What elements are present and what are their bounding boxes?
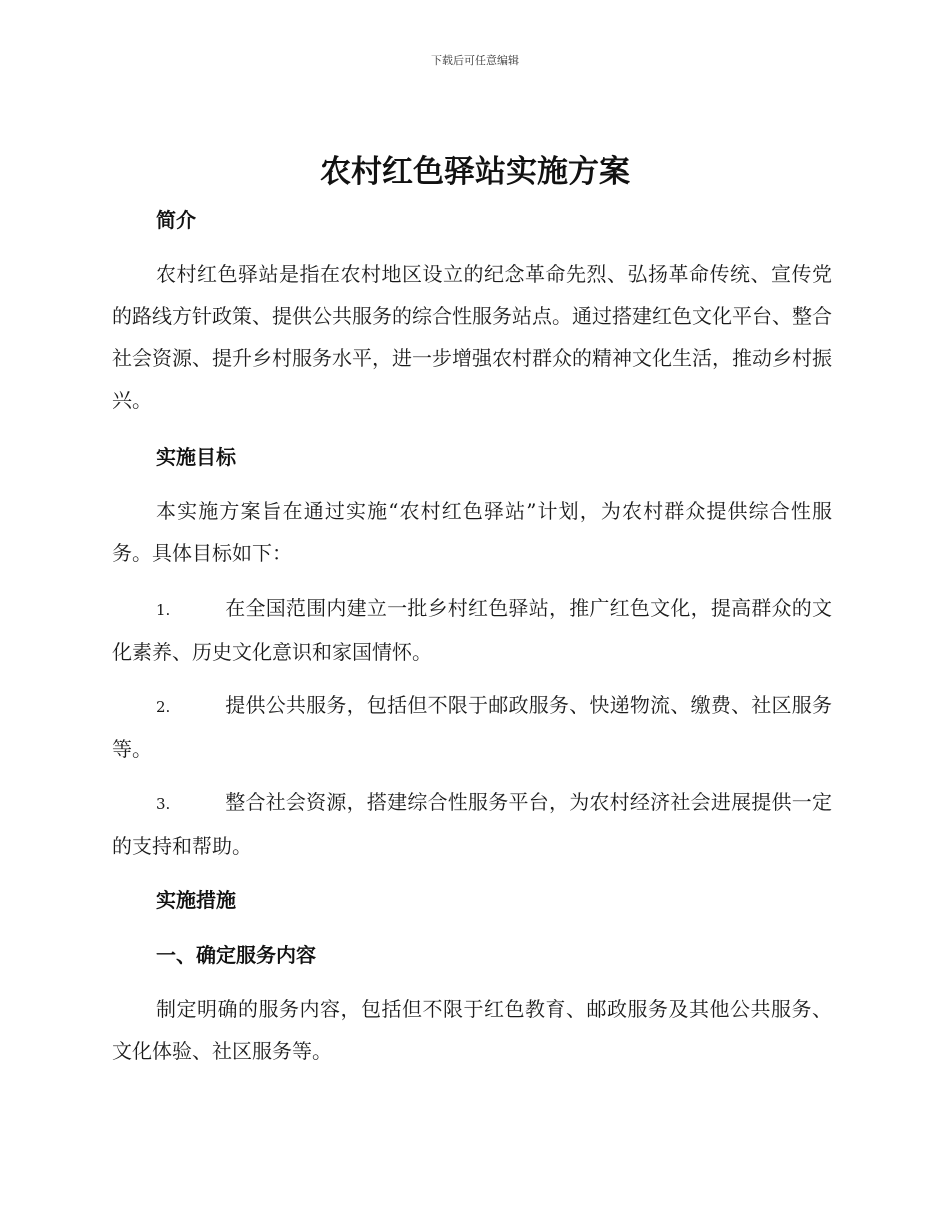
- goal-item-text: 在全国范围内建立一批乡村红色驿站，推广红色文化，提高群众的文化素养、历史文化意识和家国情怀。: [112, 596, 832, 664]
- intro-paragraph: 农村红色驿站是指在农村地区设立的纪念革命先烈、弘扬革命传统、宣传党的路线方针政策、提供公共服务的综合性服务站点。通过搭建红色文化平台、整合社会资源、提升乡村服务水平，进一步增强农村群众的精神文化生活，推动乡村振兴。: [112, 262, 832, 412]
- measure-1-heading: 一、确定服务内容: [156, 943, 316, 967]
- header-note: 下载后可任意编辑: [431, 54, 519, 67]
- goal-item-text: 提供公共服务，包括但不限于邮政服务、快递物流、缴费、社区服务等。: [112, 693, 832, 761]
- goals-paragraph: 本实施方案旨在通过实施“农村红色驿站”计划，为农村群众提供综合性服务。具体目标如下：: [112, 499, 832, 565]
- measures-heading: 实施措施: [156, 888, 236, 912]
- goal-item-number: 3.: [156, 795, 171, 813]
- goal-item-3: [112, 781, 832, 867]
- goal-item-2: [112, 684, 832, 770]
- goals-heading: 实施目标: [156, 445, 236, 469]
- measure-1-paragraph: 制定明确的服务内容，包括但不限于红色教育、邮政服务及其他公共服务、文化体验、社区服务等。: [112, 997, 832, 1063]
- goal-item-number: 2.: [156, 698, 171, 716]
- intro-heading: 简介: [156, 208, 196, 232]
- goal-item-1: [112, 587, 832, 673]
- document-title: 农村红色驿站实施方案: [320, 154, 630, 190]
- goal-item-text: 整合社会资源，搭建综合性服务平台，为农村经济社会进展提供一定的支持和帮助。: [112, 790, 832, 858]
- goal-item-number: 1.: [156, 601, 171, 619]
